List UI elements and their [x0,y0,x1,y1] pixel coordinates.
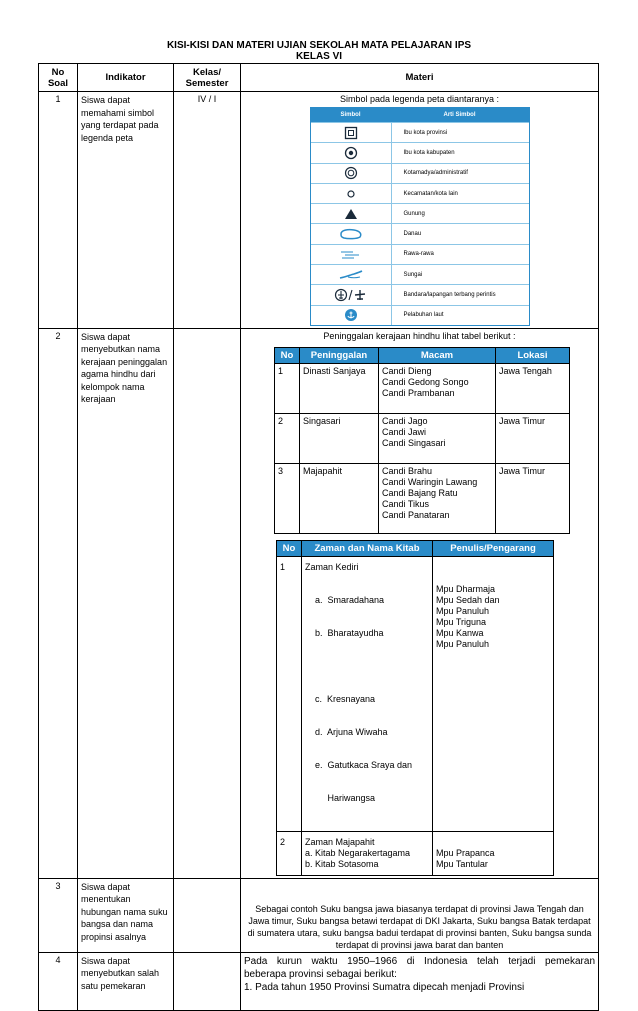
kerajaan-header-peninggalan: Peninggalan [300,347,379,363]
table-row [277,831,554,875]
double-circle-icon [344,166,358,180]
map-legend [310,107,530,326]
kisi-kisi-table [38,63,599,1011]
penulis: Mpu Prapanca [436,847,495,858]
kitab-item: e. Gatutkaca Sraya dan [315,759,413,770]
kitab-item: Hariwangsa [315,792,376,803]
kerajaan-header-macam: Macam [379,347,496,363]
materi-line: Pada kurun waktu 1950–1966 di Indonesia telah terjadi pemekaran [244,955,595,967]
kerajaan-macam [379,463,496,533]
legend-label: Danau [403,231,422,238]
legend-row [311,223,529,243]
circle-dot-icon [344,146,358,160]
row-kelas [174,878,241,952]
kerajaan-nama: Majapahit [300,463,379,533]
materi-intro: Simbol pada legenda peta diantaranya : [339,94,500,104]
table-row [275,413,570,463]
table-header-row [39,64,599,92]
legend-label: Kotamadya/administratif [403,170,468,177]
candi: Candi Jago [382,415,428,426]
row-materi [241,328,599,878]
table-row [39,92,599,329]
row-materi: Sebagai contoh Suku bangsa jawa biasanya terdapat di provinsi Jawa Tengah dan Jawa timur, Suku bangsa betawi terdapat di DKI Jakarta, Suku bangsa Batak terdapat di sumatera utara, suku bangsa badui terdapat di provinsi banten, Suku bangsa sunda terdapat di provinsi jawa barat dan banten [241,878,599,952]
legend-label: Ibu kota provinsi [403,129,448,136]
table-row [39,952,599,1010]
legend-label: Ibu kota kabupaten [403,149,455,156]
header-kelas: Kelas/ Semester [174,64,241,92]
kitab-zaman [302,831,433,875]
river-icon [338,269,364,281]
penulis: Mpu Sedah dan [436,594,500,605]
lake-icon [338,228,364,240]
kitab-no: 1 [277,556,302,831]
kitab-no: 2 [277,831,302,875]
header-no: No Soal [39,64,78,92]
kitab-header-no: No [277,540,302,556]
table-row [39,328,599,878]
legend-label: Pelabuhan laut [403,312,444,319]
kerajaan-macam [379,413,496,463]
legend-row [311,305,529,325]
candi: Candi Prambanan [382,387,455,398]
kitab-item: a. Smaradahana [315,594,385,605]
table-row [277,556,554,831]
penulis: Mpu Tantular [436,858,488,869]
row-no: 3 [39,878,78,952]
table-row [275,363,570,413]
table-row [275,463,570,533]
legend-row [311,163,529,183]
kitab-table [276,540,554,876]
row-indikator: Siswa dapat menyebutkan salah satu pemekaran [78,952,174,1010]
kitab-header-penulis: Penulis/Pengarang [433,540,554,556]
legend-row [311,203,529,223]
small-circle-icon [346,189,356,199]
candi: Candi Jawi [382,426,427,437]
kerajaan-lokasi: Jawa Timur [496,463,570,533]
legend-row [311,142,529,162]
row-kelas: IV / I [174,92,241,329]
candi: Candi Bajang Ratu [382,487,458,498]
legend-row [311,284,529,304]
candi: Candi Singasari [382,437,446,448]
legend-row [311,264,529,284]
kerajaan-no: 2 [275,413,300,463]
penulis: Mpu Kanwa [436,627,484,638]
table-row [39,878,599,952]
row-kelas [174,952,241,1010]
kitab-penulis [433,556,554,831]
kerajaan-no: 1 [275,363,300,413]
kitab-item: b. Bharatayudha [315,627,384,638]
document-subtitle: KELAS VI [295,51,343,62]
candi: Candi Brahu [382,465,433,476]
row-indikator: Siswa dapat menyebutkan nama kerajaan peninggalan agama hindhu dari kelompok nama kerajaan [78,328,174,878]
penulis: Mpu Panuluh [436,605,490,616]
zaman-title: Zaman Majapahit [305,836,375,847]
row-no: 4 [39,952,78,1010]
kitab-item: c. Kresnayana [315,693,376,704]
kerajaan-header-no: No [275,347,300,363]
penulis: Mpu Panuluh [436,638,490,649]
legend-label: Kecamatan/kota lain [403,190,458,197]
legend-row [311,244,529,264]
row-materi [241,952,599,1010]
kerajaan-lokasi: Jawa Timur [496,413,570,463]
legend-header [311,108,529,122]
kerajaan-macam [379,363,496,413]
candi: Candi Panataran [382,509,450,520]
kitab-zaman [302,556,433,831]
legend-label: Gunung [403,210,425,217]
kerajaan-no: 3 [275,463,300,533]
kerajaan-nama: Dinasti Sanjaya [300,363,379,413]
legend-label: Sungai [403,271,423,278]
row-materi [241,92,599,329]
square-dot-icon [344,126,358,140]
row-indikator: Siswa dapat menentukan hubungan nama suku bangsa dan nama propinsi asalnya [78,878,174,952]
kitab-item: b. Kitab Sotasoma [305,858,379,869]
row-no: 1 [39,92,78,329]
legend-row [311,183,529,203]
anchor-icon [344,308,358,322]
materi-line: beberapa provinsi sebagai berikut: [244,968,397,980]
row-kelas [174,328,241,878]
kerajaan-nama: Singasari [300,413,379,463]
kitab-header-zaman: Zaman dan Nama Kitab [302,540,433,556]
airport-icon [334,288,368,302]
row-no: 2 [39,328,78,878]
materi-intro: Peninggalan kerajaan hindhu lihat tabel berikut : [323,330,516,341]
kerajaan-table [274,347,570,534]
legend-label: Rawa-rawa [403,251,434,258]
kerajaan-header [275,347,570,363]
penulis: Mpu Triguna [436,616,487,627]
zaman-title: Zaman Kediri [305,561,359,572]
row-indikator: Siswa dapat memahami simbol yang terdapat pada legenda peta [78,92,174,329]
candi: Candi Dieng [382,365,432,376]
kitab-item: a. Kitab Negarakertagama [305,847,411,858]
candi: Candi Tikus [382,498,430,509]
materi-line: 1. Pada tahun 1950 Provinsi Sumatra dipecah menjadi Provinsi [244,981,525,993]
legend-label: Bandara/lapangan terbang perintis [403,292,496,299]
header-indikator: Indikator [78,64,174,92]
legend-row [311,122,529,142]
legend-header-symbol: Simbol [340,112,361,118]
legend-header-meaning: Arti Simbol [443,112,476,118]
swamp-icon [339,248,363,260]
kerajaan-header-lokasi: Lokasi [496,347,570,363]
penulis: Mpu Dharmaja [436,583,496,594]
kerajaan-lokasi: Jawa Tengah [496,363,570,413]
kitab-header [277,540,554,556]
header-materi: Materi [241,64,599,92]
kitab-penulis [433,831,554,875]
kitab-item: d. Arjuna Wiwaha [315,726,388,737]
triangle-icon [344,208,358,220]
document-title: KISI-KISI DAN MATERI UJIAN SEKOLAH MATA PELAJARAN IPS [166,40,472,51]
candi: Candi Waringin Lawang [382,476,478,487]
candi: Candi Gedong Songo [382,376,469,387]
